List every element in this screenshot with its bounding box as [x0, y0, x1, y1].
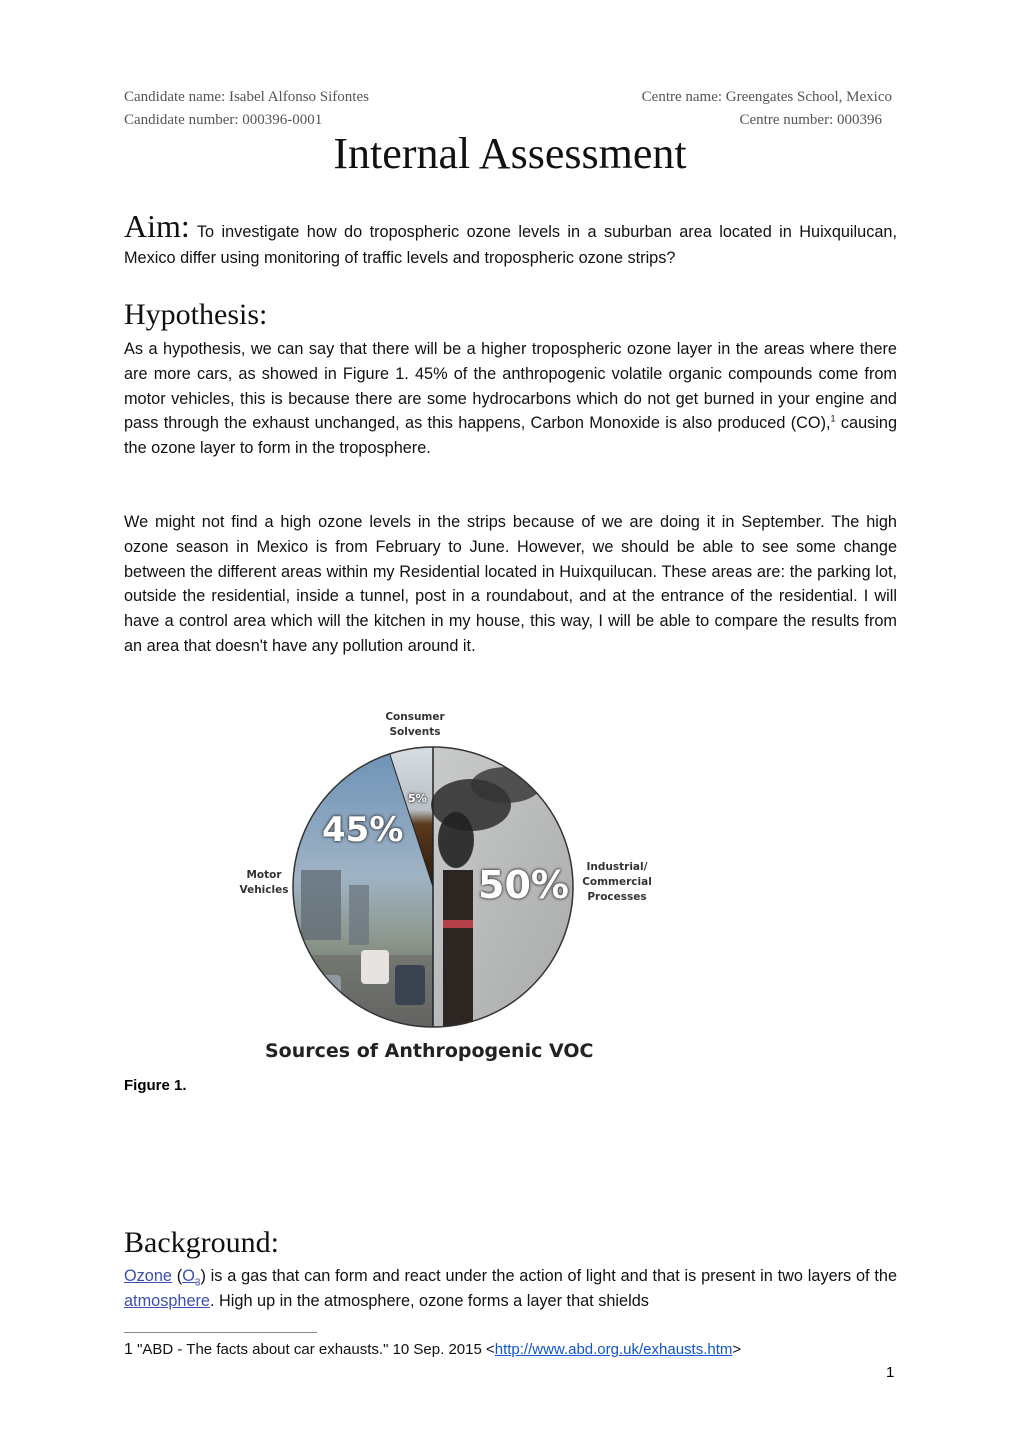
label-consumer-solvents: Consumer Solvents	[385, 711, 445, 738]
label-industrial: Industrial/ Commercial Processes	[582, 861, 652, 903]
aim-section	[124, 208, 897, 271]
hypothesis-text-cont: causing the ozone layer to form in the troposphere.	[124, 414, 897, 458]
aim-text: To investigate how do tropospheric ozone levels in a suburban area located in Huixquilucan, Mexico differ using monitoring of traffic levels and tropospheric ozone strips?	[124, 223, 897, 267]
footnote-link[interactable]: http://www.abd.org.uk/exhausts.htm	[494, 1341, 733, 1358]
footnote-text: "ABD - The facts about car exhausts." 10 Sep. 2015 <	[132, 1341, 495, 1358]
footnote-ref[interactable]: 1	[830, 413, 836, 424]
footnote	[124, 1341, 741, 1359]
candidate-name: Candidate name: Isabel Alfonso Sifontes	[124, 89, 369, 105]
footnote-number: 1	[124, 1341, 133, 1358]
pct-consumer-solvents: 5%	[408, 792, 427, 805]
hypothesis-heading: Hypothesis:	[124, 298, 268, 331]
label-motor-vehicles: Motor Vehicles	[239, 869, 289, 896]
hypothesis-paragraph-2: We might not find a high ozone levels in the strips because of we are doing it in September. The high ozone season in Mexico is from February to June. However, we should be able to see some change between the different areas within my Residential located in Huixquilucan. These areas are: the parking lot, outside the residential, inside a tunnel, post in a roundabout, and at the entrance of the residential. I will have a control area which will the kitchen in my house, this way, I will be able to compare the results from an area that doesn't have any pollution around it.	[124, 513, 897, 655]
figure-voc-pie	[225, 700, 665, 1070]
figure-caption: Figure 1.	[124, 1077, 187, 1094]
background-heading: Background:	[124, 1226, 279, 1259]
pct-motor-vehicles: 45%	[322, 810, 404, 850]
aim-label: Aim:	[124, 208, 190, 244]
page-number: 1	[886, 1364, 895, 1381]
o3-link[interactable]: $O_3$	[182, 1267, 201, 1289]
text: ) is a gas that can form and react under the action of light and that is present in two layers of the	[200, 1267, 898, 1285]
pct-industrial: 50%	[478, 863, 569, 907]
candidate-number: Candidate number: 000396-0001	[124, 112, 323, 128]
atmosphere-link[interactable]: atmosphere	[124, 1291, 210, 1310]
footnote-separator	[124, 1332, 317, 1333]
text: (	[171, 1267, 183, 1285]
background-paragraph	[124, 1264, 897, 1314]
figure-title: Sources of Anthropogenic VOC	[265, 1040, 594, 1062]
page-title: Internal Assessment	[333, 129, 687, 178]
footnote-close: >	[732, 1341, 742, 1358]
centre-number: Centre number: 000396	[739, 112, 882, 128]
centre-name: Centre name: Greengates School, Mexico	[641, 89, 892, 105]
ozone-link[interactable]: Ozone	[124, 1267, 172, 1285]
hypothesis-text: As a hypothesis, we can say that there will be a higher tropospheric ozone layer in the areas where there are more cars, as showed in Figure 1. 45% of the anthropogenic volatile organic compounds come from motor vehicles, this is because there are some hydrocarbons which do not get burned in your engine and pass through the exhaust unchanged, as this happens, Carbon Monoxide is also produced (CO),	[124, 340, 897, 433]
text: . High up in the atmosphere, ozone forms a layer that shields	[209, 1291, 649, 1310]
hypothesis-paragraph-1	[124, 337, 897, 461]
